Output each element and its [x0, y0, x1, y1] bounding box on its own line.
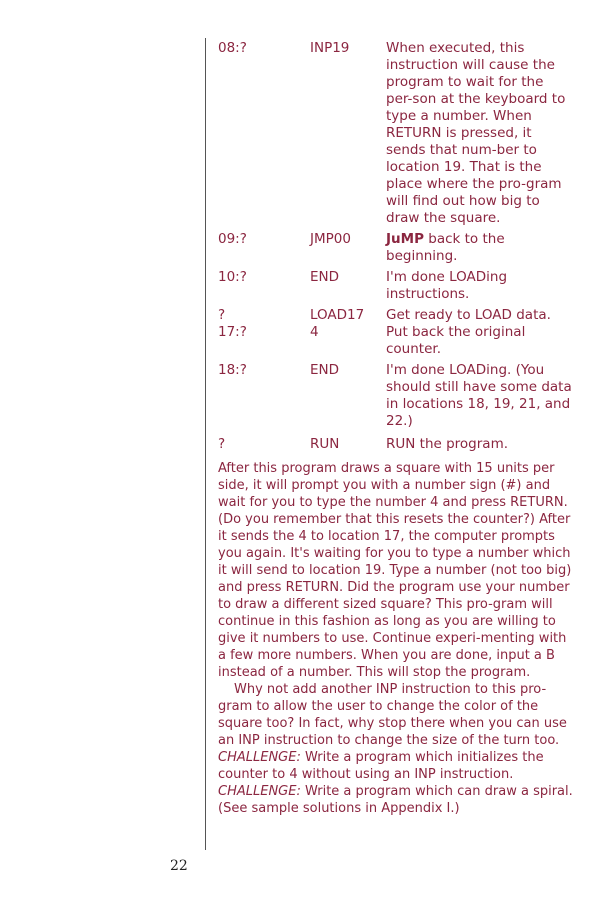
- margin-rule: [205, 38, 206, 850]
- challenge-label: CHALLENGE:: [218, 750, 301, 765]
- listing-row: [218, 362, 578, 430]
- listing-row: [218, 231, 578, 265]
- line-number: 08:?: [218, 40, 247, 56]
- description: I'm done LOADing. (You should still have some data in locations 18, 19, 21, and 22.): [386, 362, 572, 429]
- line-number: 18:?: [218, 362, 247, 378]
- line-number: 09:?: [218, 231, 247, 247]
- listing-row: [218, 307, 578, 324]
- challenge-label: CHALLENGE:: [218, 784, 301, 799]
- instruction: LOAD17: [310, 307, 365, 323]
- description-text: back to the beginning.: [386, 231, 505, 264]
- listing-row: [218, 436, 578, 453]
- description: RUN the program.: [386, 436, 509, 452]
- description: I'm done LOADing instructions.: [386, 269, 508, 302]
- program-listing: [218, 40, 578, 453]
- description: [386, 231, 574, 265]
- challenge-1: [218, 749, 573, 783]
- line-number: ?: [218, 436, 226, 452]
- listing-row: [218, 40, 578, 227]
- instruction: END: [310, 269, 340, 285]
- jump-bold: JuMP: [386, 231, 424, 247]
- description: Put back the original counter.: [386, 324, 526, 357]
- paragraph: After this program draws a square with 15 units per side, it will prompt you with a number sign (#) and wait for you to type the number 4 and press RETURN. (Do you remember that this resets the counter?) After it sends the 4 to location 17, the computer prompts you again. It's waiting for you to type a number which it will send to location 19. Type a number (not too big) and press RETURN. Did the program use your number to draw a different sized square? This pro-gram will continue in this fashion as long as you are willing to give it numbers to use. Continue experi-menting with a few more numbers. When you are done, input a B instead of a number. This will stop the program.: [218, 461, 572, 680]
- challenge-text: Write a program which can draw a spiral.: [300, 784, 573, 799]
- appendix-note: (See sample solutions in Appendix I.): [218, 801, 460, 816]
- description: Get ready to LOAD data.: [386, 307, 551, 323]
- paragraph: Why not add another INP instruction to this pro-gram to allow the user to change the color of the square too? In fact, why stop there when you can use an INP instruction to change the size of the turn too.: [218, 682, 567, 748]
- listing-row: [218, 269, 578, 303]
- line-number: 10:?: [218, 269, 247, 285]
- page-number: 22: [170, 858, 188, 874]
- line-number: 17:?: [218, 324, 247, 340]
- challenge-2: [218, 783, 573, 800]
- instruction: INP19: [310, 40, 350, 56]
- instruction: RUN: [310, 436, 340, 452]
- description: When executed, this instruction will cause the program to wait for the per-son at the keyboard to type a number. When RETURN is pressed, it sends that num-ber to location 19. That is the place where the pro-gram will find out how big to draw the square.: [386, 40, 566, 226]
- listing-row: [218, 324, 578, 358]
- instruction: END: [310, 362, 340, 378]
- body-text: [218, 460, 573, 817]
- challenge-text: Write a program which initializes the counter to 4 without using an INP instruction.: [218, 750, 544, 782]
- line-number: ?: [218, 307, 226, 323]
- instruction: JMP00: [310, 231, 351, 247]
- instruction: 4: [310, 324, 319, 340]
